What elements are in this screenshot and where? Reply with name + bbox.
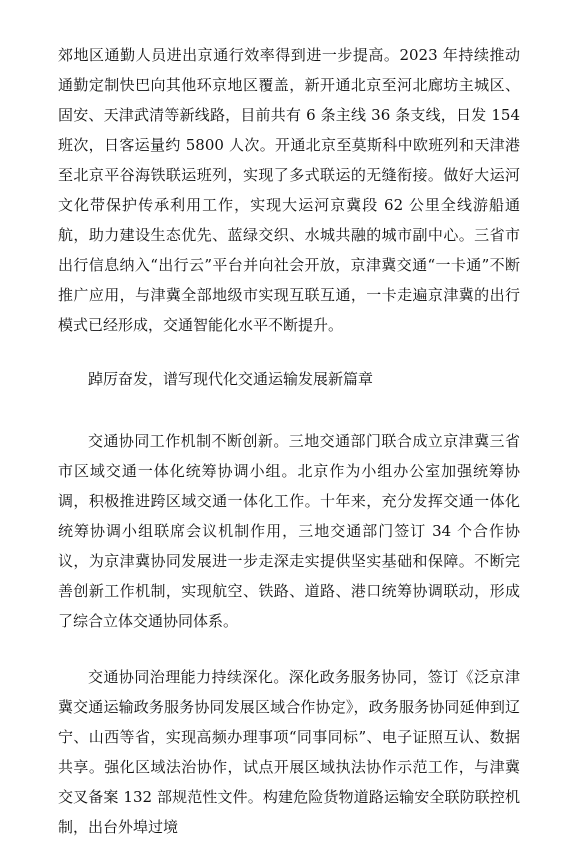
- paragraph-1: 郊地区通勤人员进出京通行效率得到进一步提高。2023 年持续推动通勤定制快巴向其他环京地区覆盖，新开通北京至河北廊坊主城区、固安、天津武清等新线路，目前共有 6 条主线 36 条支线，日发 154 班次，日客运量约 5800 人次。开通北京至莫斯科中欧班列和天津港至北京平谷海铁联运班列，实现了多式联运的无缝衔接。做好大运河文化带保护传承利用工作，实现大运河京冀段 62 公里全线游船通航，助力建设生态优先、蓝绿交织、水城共融的城市副中心。三省市出行信息纳入“出行云”平台并向社会开放，京津冀交通“一卡通”不断推广应用，与津冀全部地级市实现互联互通，一卡走遍京津冀的出行模式已经形成，交通智能化水平不断提升。: [58, 46, 520, 334]
- spacer: [58, 340, 520, 364]
- section-heading: 踔厉奋发，谱写现代化交通运输发展新篇章: [88, 370, 374, 388]
- spacer: [58, 636, 520, 662]
- spacer: [58, 394, 520, 426]
- document-page: [58, 40, 520, 842]
- paragraph-2: 交通协同工作机制不断创新。三地交通部门联合成立京津冀三省市区域交通一体化统筹协调小组。北京作为小组办公室加强统筹协调，积极推进跨区域交通一体化工作。十年来，充分发挥交通一体化统筹协调小组联席会议机制作用，三地交通部门签订 34 个合作协议，为京津冀协同发展进一步走深走实提供坚实基础和保障。不断完善创新工作机制，实现航空、铁路、道路、港口统筹协调联动，形成了综合立体交通协同体系。: [58, 432, 520, 630]
- paragraph-3: 交通协同治理能力持续深化。深化政务服务协同，签订《泛京津冀交通运输政务服务协同发展区域合作协定》，政务服务协同延伸到辽宁、山西等省，实现高频办理事项“同事同标”、电子证照互认、数据共享。强化区域法治协作，试点开展区域执法协作示范工作，与津冀交叉备案 132 部规范性文件。构建危险货物道路运输安全联防联控机制，出台外埠过境: [58, 668, 520, 836]
